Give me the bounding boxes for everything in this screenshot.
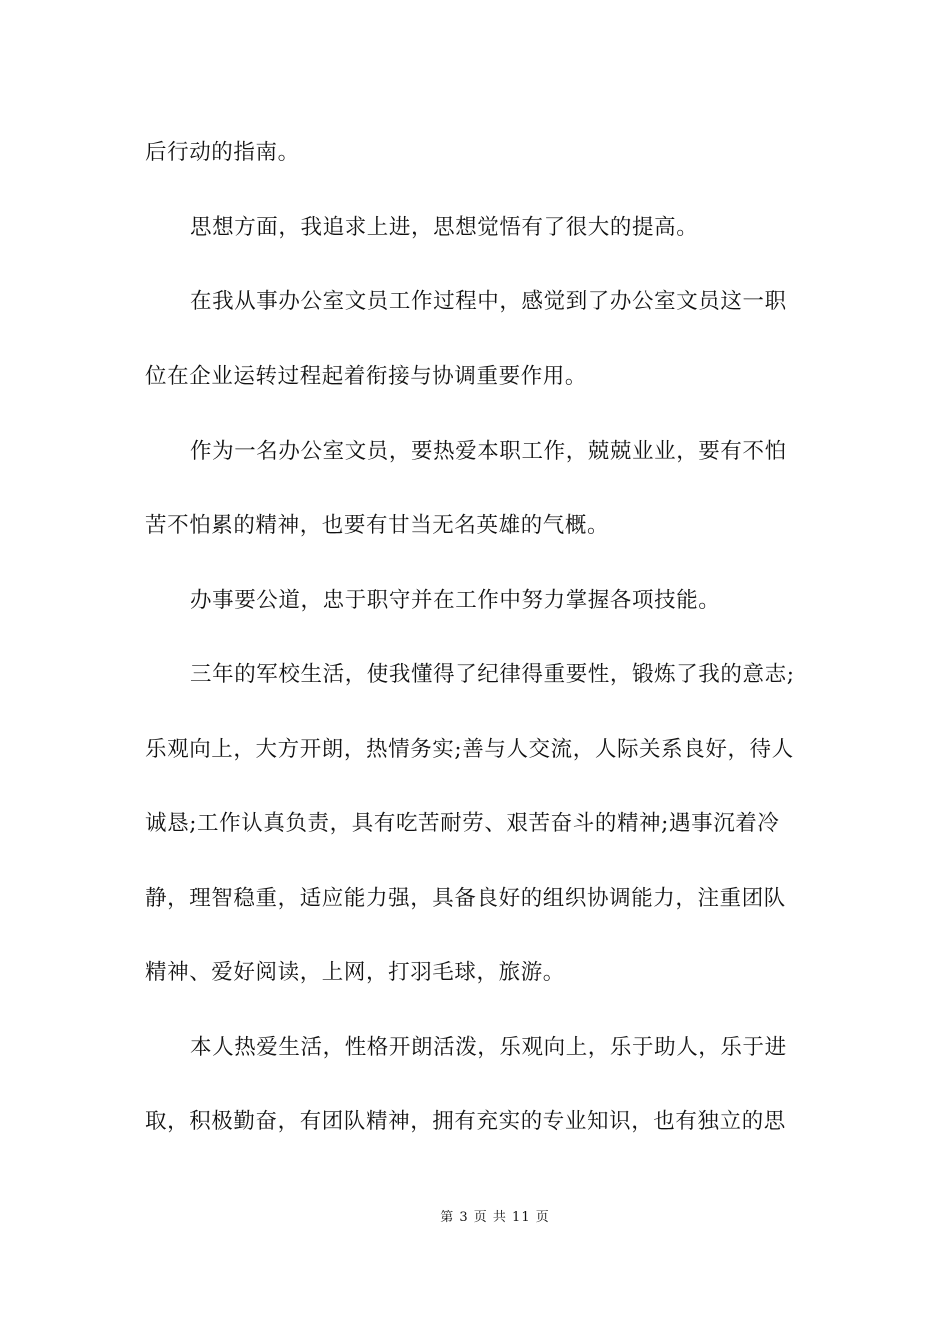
text-line: 静，理智稳重，适应能力强，具备良好的组织协调能力，注重团队: [145, 886, 786, 911]
text-line: 本人热爱生活，性格开朗活泼，乐观向上，乐于助人，乐于进: [190, 1035, 787, 1060]
text-line: 后行动的指南。: [145, 140, 300, 165]
text-line: 苦不怕累的精神，也要有甘当无名英雄的气概。: [145, 513, 610, 538]
text-line: 位在企业运转过程起着衔接与协调重要作用。: [145, 364, 588, 389]
text-line: 办事要公道，忠于职守并在工作中努力掌握各项技能。: [190, 588, 721, 613]
text-line: 取，积极勤奋，有团队精神，拥有充实的专业知识，也有独立的思: [145, 1109, 786, 1134]
text-line: 精神、爱好阅读，上网，打羽毛球，旅游。: [145, 960, 565, 985]
text-line: 作为一名办公室文员，要热爱本职工作，兢兢业业，要有不怕: [190, 439, 787, 464]
text-line: 乐观向上，大方开朗，热情务实;善与人交流，人际关系良好，待人: [145, 737, 794, 762]
text-line: 思想方面，我追求上进，思想觉悟有了很大的提高。: [190, 215, 699, 240]
text-line: 在我从事办公室文员工作过程中，感觉到了办公室文员这一职: [190, 289, 787, 314]
text-line: 诚恳;工作认真负责，具有吃苦耐劳、艰苦奋斗的精神;遇事沉着冷: [145, 811, 780, 836]
text-line: 三年的军校生活，使我懂得了纪律得重要性，锻炼了我的意志;: [190, 662, 795, 687]
page-number-footer: 第 3 页 共 11 页: [440, 1210, 550, 1225]
